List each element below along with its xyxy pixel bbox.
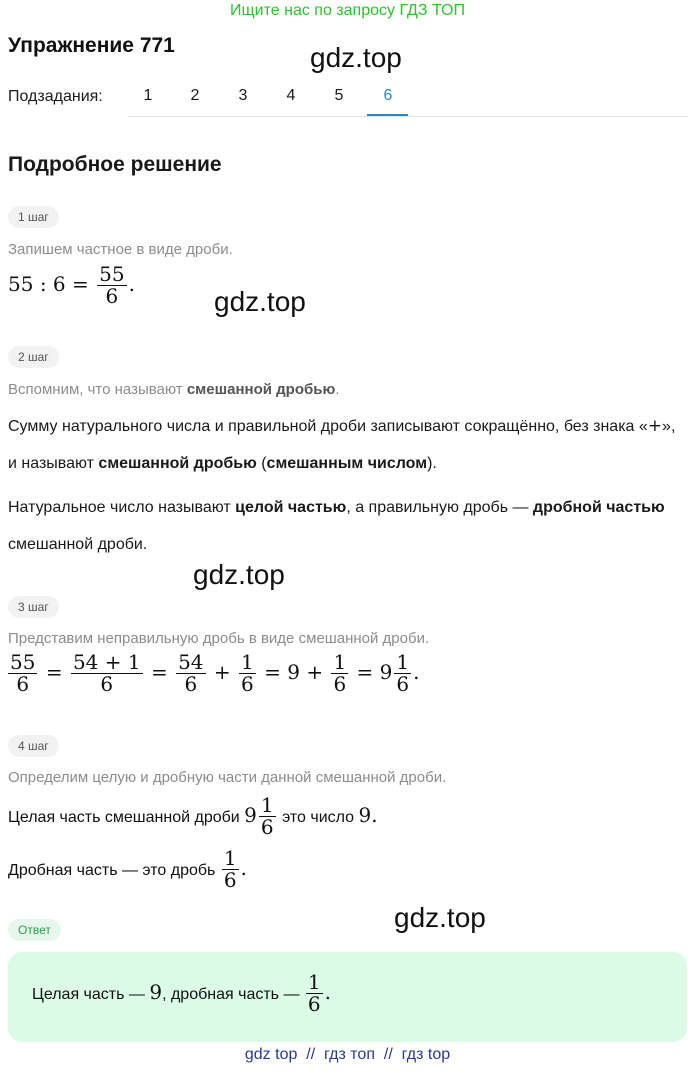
fraction-part-line: Дробная часть — это дробь $\frac{1}{6}$ .	[8, 846, 247, 892]
math-period: .	[128, 272, 135, 296]
step-badge: 4 шаг	[8, 735, 59, 757]
step-badge: 1 шаг	[8, 206, 59, 228]
fraction: $\frac{1}{6}$	[241, 650, 254, 696]
fraction: $\frac{1}{6}$	[333, 650, 347, 696]
math-operator: +	[213, 660, 231, 684]
math-operator: =	[150, 660, 168, 684]
page-title: Упражнение 771	[8, 34, 175, 57]
fraction	[97, 264, 126, 307]
step-hint: Представим неправильную дробь в виде смешанной дроби.	[8, 630, 430, 647]
subtask-tabs	[128, 78, 688, 117]
math-number: 6	[52, 272, 66, 296]
fraction: $\frac{55}{6}$	[10, 650, 36, 696]
math-number: 9	[287, 660, 300, 684]
definition-paragraph: Сумму натурального числа и правильной дроби записывают сокращённо, без знака «+», и называют смешанной дробью (смешанным числом).	[8, 416, 676, 472]
math-operator: :	[39, 272, 47, 296]
integer-part-line: Целая часть смешанной дроби 9 $\frac{1}{6}$ это число 9.	[8, 793, 378, 839]
denominator: 6	[105, 284, 119, 308]
fraction: $\frac{54}{6}$	[178, 650, 204, 696]
tab-1[interactable]: 1	[143, 87, 153, 104]
step-badge: 2 шаг	[8, 346, 59, 368]
watermark: gdz.top	[214, 286, 306, 317]
watermark: gdz.top	[310, 42, 402, 73]
subtasks-label: Подзадания:	[8, 88, 103, 105]
active-tab-indicator	[367, 114, 408, 116]
tab-5[interactable]: 5	[334, 87, 344, 104]
math-operator: =	[264, 660, 281, 684]
answer-badge: Ответ	[8, 919, 61, 941]
step-hint: Определим целую и дробную части данной смешанной дроби.	[8, 769, 447, 786]
numerator: 55	[99, 262, 125, 286]
fraction: $\frac{54 + 1}{6}$	[72, 650, 141, 696]
math-operator: +	[306, 660, 324, 684]
answer-text: Целая часть — 9, дробная часть — $\frac{1}{6}$ .	[32, 970, 331, 1016]
tab-3[interactable]: 3	[238, 87, 248, 104]
math-operator: =	[72, 272, 89, 296]
step-badge: 3 шаг	[8, 596, 59, 618]
footer-links[interactable]: gdz top // гдз топ // гдз top	[244, 1046, 451, 1063]
math-number: 55	[8, 272, 34, 296]
formula-step3: $\frac{55}{6}$ = $\frac{54 + 1}{6}$ = $\frac{54}{6}$ + $\frac{1}{6}$ = 9 + $\frac{1}{6}$ = 9 $\frac{1}{6}$ .	[10, 650, 420, 696]
mixed-number: 9 $\frac{1}{6}$	[379, 650, 410, 696]
tab-4[interactable]: 4	[286, 87, 296, 104]
watermark: gdz.top	[193, 559, 285, 590]
search-banner: Ищите нас по запросу ГДЗ ТОП	[230, 2, 465, 19]
math-operator: =	[45, 660, 63, 684]
step-hint: Запишем частное в виде дроби.	[8, 241, 233, 258]
definition-paragraph: Натуральное число называют целой частью, а правильную дробь — дробной частью смешанной дроби.	[8, 499, 665, 553]
formula-step1	[8, 264, 135, 307]
section-title: Подробное решение	[8, 153, 222, 176]
math-operator: =	[356, 660, 374, 684]
tab-6[interactable]: 6	[383, 87, 393, 104]
tab-2[interactable]: 2	[190, 87, 200, 104]
step-hint: Вспомним, что называют смешанной дробью.	[8, 381, 340, 398]
watermark: gdz.top	[394, 902, 486, 933]
